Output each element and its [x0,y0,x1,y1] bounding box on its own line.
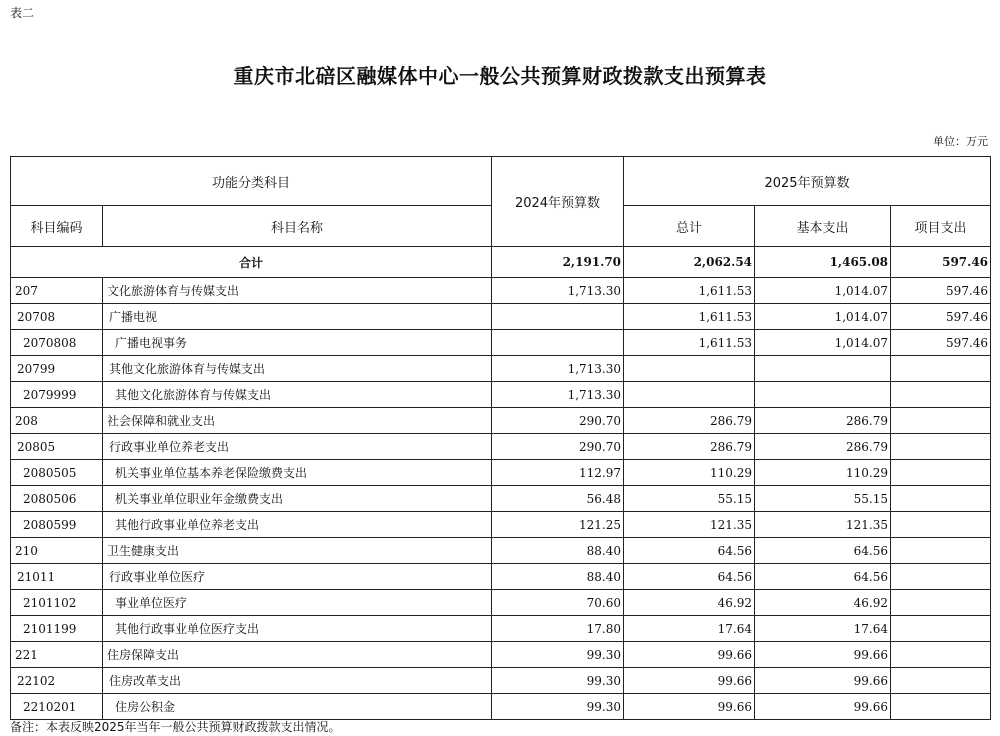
row-total: 286.79 [624,408,755,434]
row-project [891,616,991,642]
row-project [891,408,991,434]
unit-label: 单位：万元 [933,135,988,148]
row-b2024: 56.48 [492,486,624,512]
row-name: 其他行政事业单位医疗支出 [103,616,492,642]
row-b2024: 1,713.30 [492,356,624,382]
table-row [11,356,991,382]
total-project: 597.46 [891,247,991,278]
row-name: 卫生健康支出 [103,538,492,564]
table-row [11,304,991,330]
row-code: 2070808 [11,330,103,356]
row-code: 22102 [11,668,103,694]
total-header: 总计 [624,206,755,247]
row-b2024: 99.30 [492,694,624,720]
row-name: 行政事业单位养老支出 [103,434,492,460]
row-basic: 99.66 [755,642,891,668]
row-total: 1,611.53 [624,278,755,304]
row-total: 1,611.53 [624,330,755,356]
row-project [891,538,991,564]
row-total [624,356,755,382]
row-code: 207 [11,278,103,304]
row-project [891,590,991,616]
row-code: 2210201 [11,694,103,720]
budget-2024-header: 2024年预算数 [492,157,624,247]
table-tag: 表二 [10,6,35,20]
row-b2024: 112.97 [492,460,624,486]
row-total: 286.79 [624,434,755,460]
row-project [891,382,991,408]
row-basic: 55.15 [755,486,891,512]
row-basic: 64.56 [755,538,891,564]
row-basic: 46.92 [755,590,891,616]
row-code: 20805 [11,434,103,460]
table-row [11,278,991,304]
row-project [891,434,991,460]
row-total: 110.29 [624,460,755,486]
row-code: 2079999 [11,382,103,408]
code-header: 科目编码 [11,206,103,247]
name-header: 科目名称 [103,206,492,247]
row-name: 其他行政事业单位养老支出 [103,512,492,538]
row-name: 住房保障支出 [103,642,492,668]
row-name: 广播电视 [103,304,492,330]
row-name: 住房改革支出 [103,668,492,694]
budget-2025-header: 2025年预算数 [624,157,991,206]
row-total [624,382,755,408]
row-b2024: 99.30 [492,642,624,668]
row-code: 2101199 [11,616,103,642]
row-project [891,460,991,486]
row-name: 其他文化旅游体育与传媒支出 [103,356,492,382]
row-basic: 1,014.07 [755,304,891,330]
table-row [11,382,991,408]
total-basic: 1,465.08 [755,247,891,278]
table-row [11,564,991,590]
total-b2024: 2,191.70 [492,247,624,278]
row-total: 64.56 [624,538,755,564]
table-row [11,616,991,642]
row-project [891,512,991,538]
row-basic: 1,014.07 [755,278,891,304]
row-project [891,356,991,382]
table-row [11,460,991,486]
row-basic: 99.66 [755,668,891,694]
row-b2024: 17.80 [492,616,624,642]
row-total: 121.35 [624,512,755,538]
row-project [891,668,991,694]
row-b2024: 99.30 [492,668,624,694]
row-basic: 110.29 [755,460,891,486]
row-code: 20708 [11,304,103,330]
row-code: 208 [11,408,103,434]
row-b2024: 290.70 [492,434,624,460]
row-b2024: 1,713.30 [492,278,624,304]
table-row [11,642,991,668]
row-basic: 1,014.07 [755,330,891,356]
row-b2024 [492,330,624,356]
table-row [11,434,991,460]
row-b2024: 70.60 [492,590,624,616]
row-code: 2080506 [11,486,103,512]
row-name: 社会保障和就业支出 [103,408,492,434]
row-project [891,486,991,512]
table-row [11,694,991,720]
table-row [11,486,991,512]
row-total: 55.15 [624,486,755,512]
row-basic [755,356,891,382]
row-project: 597.46 [891,330,991,356]
row-name: 广播电视事务 [103,330,492,356]
row-total: 46.92 [624,590,755,616]
func-class-header: 功能分类科目 [11,157,492,206]
row-name: 机关事业单位职业年金缴费支出 [103,486,492,512]
row-code: 210 [11,538,103,564]
row-b2024: 88.40 [492,538,624,564]
row-basic: 286.79 [755,408,891,434]
total-total: 2,062.54 [624,247,755,278]
row-total: 99.66 [624,642,755,668]
row-b2024: 88.40 [492,564,624,590]
row-b2024: 121.25 [492,512,624,538]
row-b2024: 290.70 [492,408,624,434]
total-row [11,247,991,278]
row-project [891,564,991,590]
row-b2024: 1,713.30 [492,382,624,408]
table-row [11,512,991,538]
row-basic: 99.66 [755,694,891,720]
table-row [11,538,991,564]
total-label: 合计 [11,247,492,278]
row-name: 住房公积金 [103,694,492,720]
basic-header: 基本支出 [755,206,891,247]
row-code: 2080505 [11,460,103,486]
row-name: 机关事业单位基本养老保险缴费支出 [103,460,492,486]
project-header: 项目支出 [891,206,991,247]
row-code: 2080599 [11,512,103,538]
row-project [891,694,991,720]
row-project: 597.46 [891,278,991,304]
row-code: 20799 [11,356,103,382]
row-project [891,642,991,668]
row-code: 2101102 [11,590,103,616]
row-total: 17.64 [624,616,755,642]
row-code: 21011 [11,564,103,590]
table-row [11,668,991,694]
table-row [11,330,991,356]
header-row-1 [11,157,991,206]
row-basic: 121.35 [755,512,891,538]
budget-table [10,156,991,720]
row-basic: 64.56 [755,564,891,590]
row-name: 其他文化旅游体育与传媒支出 [103,382,492,408]
table-row [11,590,991,616]
row-total: 64.56 [624,564,755,590]
table-row [11,408,991,434]
row-b2024 [492,304,624,330]
row-total: 1,611.53 [624,304,755,330]
footnote: 备注：本表反映2025年当年一般公共预算财政拨款支出情况。 [10,720,341,734]
row-name: 行政事业单位医疗 [103,564,492,590]
row-project: 597.46 [891,304,991,330]
row-name: 文化旅游体育与传媒支出 [103,278,492,304]
row-code: 221 [11,642,103,668]
row-name: 事业单位医疗 [103,590,492,616]
row-basic: 17.64 [755,616,891,642]
row-basic [755,382,891,408]
row-basic: 286.79 [755,434,891,460]
row-total: 99.66 [624,694,755,720]
page-title: 重庆市北碚区融媒体中心一般公共预算财政拨款支出预算表 [233,64,767,88]
row-total: 99.66 [624,668,755,694]
